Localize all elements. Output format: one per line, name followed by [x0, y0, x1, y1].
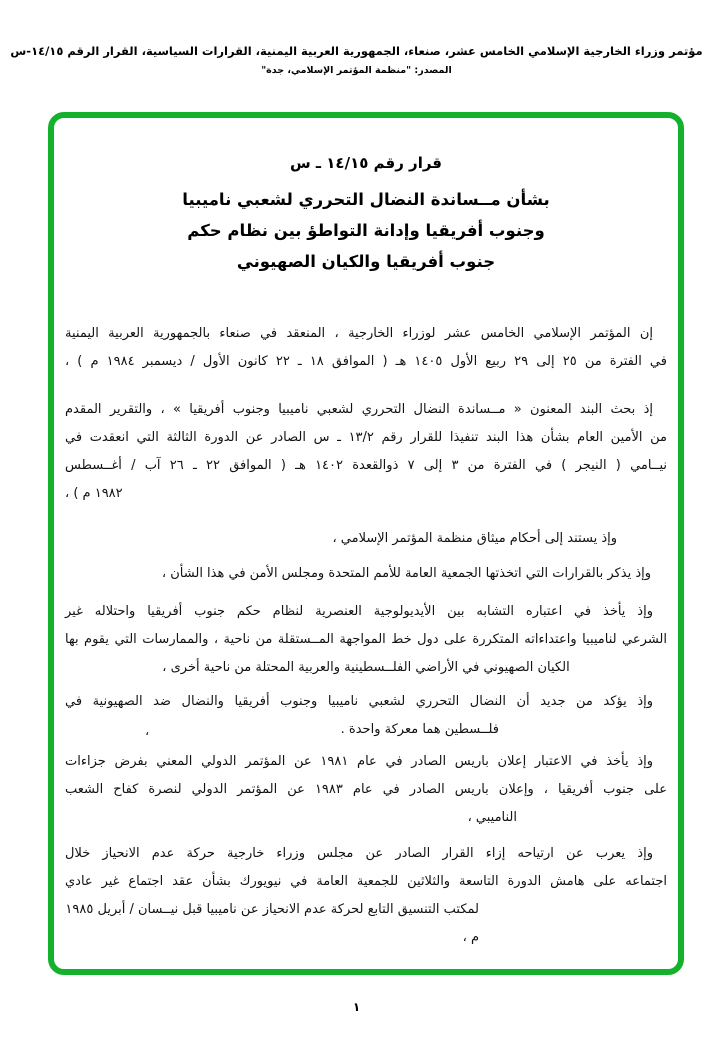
para-2-line-1: إذ بحث البند المعنون « مــساندة النضال التحرري لشعبي ناميبيا وجنوب أفريقيا » ، والتقرير المقدم — [65, 402, 653, 417]
preamble-paragraph-7 — [65, 748, 667, 832]
preamble-paragraph-3 — [65, 525, 667, 553]
para-5-line-2: الشرعي لناميبيا واعتداءاته المتكررة على دول خط المواجهة المــستقلة من ناحية ، والممارسات التي يقوم بها — [65, 632, 667, 647]
para-2-line-4: ١٩٨٢ م ) ، — [65, 486, 123, 501]
para-4-line-1: وإذ يذكر بالقرارات التي اتخذتها الجمعية العامة للأمم المتحدة ومجلس الأمن في هذا الشأن ، — [161, 566, 651, 581]
preamble-paragraph-2 — [65, 396, 667, 508]
title-line-2: بشأن مــساندة النضال التحرري لشعبي ناميبيا — [182, 190, 550, 209]
para-7-line-2: على جنوب أفريقيا ، وإعلان باريس الصادر في عام ١٩٨٣ عن المؤتمر الدولي لنصرة كفاح الشعب — [65, 782, 667, 797]
green-frame — [48, 112, 684, 975]
stray-comma-mark: ، — [145, 724, 150, 739]
document-header — [0, 44, 713, 76]
preamble-paragraph-6 — [65, 688, 667, 744]
para-8-line-1: وإذ يعرب عن ارتياحه إزاء القرار الصادر عن مجلس وزراء خارجية حركة عدم الانحياز خلال — [65, 846, 653, 861]
title-line-3: وجنوب أفريقيا وإدانة التواطؤ بين نظام حكم — [187, 221, 545, 240]
preamble-paragraph-4 — [65, 560, 667, 588]
title-resolution-number: قرار رقم ١٤/١٥ ـ س — [290, 154, 442, 172]
page-number: ١ — [352, 1000, 361, 1014]
resolution-body — [65, 320, 667, 952]
para-6-line-2: فلــسطين هما معركة واحدة . — [340, 722, 499, 737]
para-7-line-1: وإذ يأخذ في الاعتبار إعلان باريس الصادر في عام ١٩٨١ عن المؤتمر الدولي المعني بفرض جزاءات — [65, 754, 654, 769]
preamble-paragraph-5 — [65, 598, 667, 682]
para-5-line-1: وإذ يأخذ في اعتباره التشابه بين الأيديولوجية العنصرية لنظام حكم جنوب أفريقيا واحتلاله غير — [65, 604, 653, 619]
para-2-line-3: نيــامي ( النيجر ) في الفترة من ٣ إلى ٧ ذوالقعدة ١٤٠٢ هـ ( الموافق ٢٢ ـ ٢٦ آب / أغــسطس — [65, 458, 667, 473]
resolution-title-block — [65, 154, 667, 277]
para-5-line-3: الكيان الصهيوني في الأراضي الفلــسطينية والعربية المحتلة من ناحية أخرى ، — [162, 660, 570, 675]
para-7-line-3: الناميبي ، — [467, 810, 517, 825]
preamble-paragraph-8 — [65, 840, 667, 952]
para-2-line-2: من الأمين العام بشأن هذا البند تنفيذا للقرار رقم ١٣/٢ ـ س الصادر عن الدورة الثالثة التي انعقدت في — [65, 430, 667, 445]
header-source-line: المصدر: "منظمة المؤتمر الإسلامي، جدة" — [261, 65, 452, 76]
para-6-line-1: وإذ يؤكد من جديد أن النضال التحرري لشعبي ناميبيا وجنوب أفريقيا والنضال ضد الصهيونية في — [65, 694, 653, 709]
header-citation-line: مؤتمر وزراء الخارجية الإسلامي الخامس عشر، صنعاء، الجمهورية العربية اليمنية، القرارات السياسية، القرار الرقم ١٤/١٥-س — [10, 44, 703, 58]
para-1-line-1: إن المؤتمر الإسلامي الخامس عشر لوزراء الخارجية ، المنعقد في صنعاء بالجمهورية العربية اليمنية — [65, 326, 653, 341]
para-1-line-2: في الفترة من ٢٥ إلى ٢٩ ربيع الأول ١٤٠٥ هـ ( الموافق ١٨ ـ ٢٢ كانون الأول / ديسمبر ١٩٨٤ م ) ، — [65, 354, 667, 369]
para-3-line-1: وإذ يستند إلى أحكام ميثاق منظمة المؤتمر الإسلامي ، — [332, 531, 617, 546]
para-8-line-2: اجتماعه على هامش الدورة التاسعة والثلاثين للجمعية العامة في نيويورك بشأن عقد اجتماع غير عادي — [65, 874, 667, 889]
para-8-line-3: لمكتب التنسيق التابع لحركة عدم الانحياز عن ناميبيا قبل نيــسان / أبريل ١٩٨٥ م ، — [65, 902, 479, 945]
title-line-4: جنوب أفريقيا والكيان الصهيوني — [236, 252, 496, 271]
preamble-paragraph-1 — [65, 320, 667, 376]
